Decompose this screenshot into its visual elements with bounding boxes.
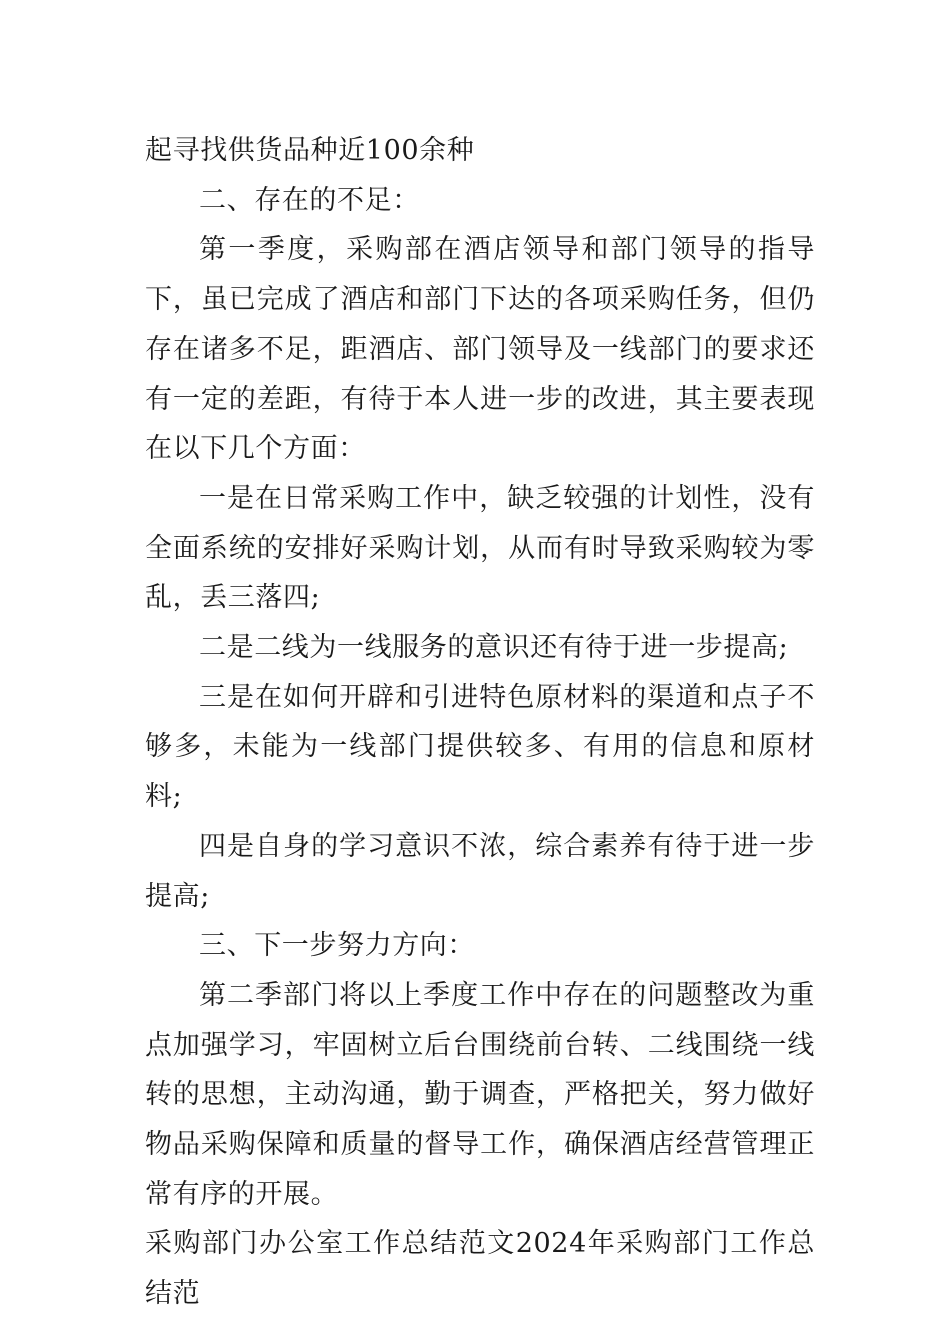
paragraph-continuation: 起寻找供货品种近100余种 xyxy=(145,135,475,166)
section-heading-shortcomings: 二、存在的不足： xyxy=(199,184,420,216)
paragraph-next-title: 采购部门办公室工作总结范文2024年采购部门工作总结范 xyxy=(145,1228,815,1310)
paragraph-point-one: 一是在日常采购工作中，缺乏较强的计划性，没有全面系统的安排好采购计划，从而有时导致采购较为零乱，丢三落四; xyxy=(145,482,815,614)
section-heading-next-steps: 三、下一步努力方向： xyxy=(199,930,475,962)
paragraph-second-quarter: 第二季部门将以上季度工作中存在的问题整改为重点加强学习，牢固树立后台围绕前台转、二线围绕一线转的思想，主动沟通，勤于调查，严格把关，努力做好物品采购保障和质量的督导工作，确保酒店经营管理正常有序的开展。 xyxy=(145,979,815,1210)
document-body xyxy=(145,126,815,1319)
paragraph-first-quarter: 第一季度，采购部在酒店领导和部门领导的指导下，虽已完成了酒店和部门下达的各项采购任务，但仍存在诸多不足，距酒店、部门领导及一线部门的要求还有一定的差距，有待于本人进一步的改进，其主要表现在以下几个方面： xyxy=(145,234,815,465)
paragraph-point-four: 四是自身的学习意识不浓，综合素养有待于进一步提高; xyxy=(145,830,815,912)
paragraph-point-two: 二是二线为一线服务的意识还有待于进一步提高; xyxy=(199,632,789,664)
paragraph-point-three: 三是在如何开辟和引进特色原材料的渠道和点子不够多，未能为一线部门提供较多、有用的信息和原材料; xyxy=(145,681,815,813)
